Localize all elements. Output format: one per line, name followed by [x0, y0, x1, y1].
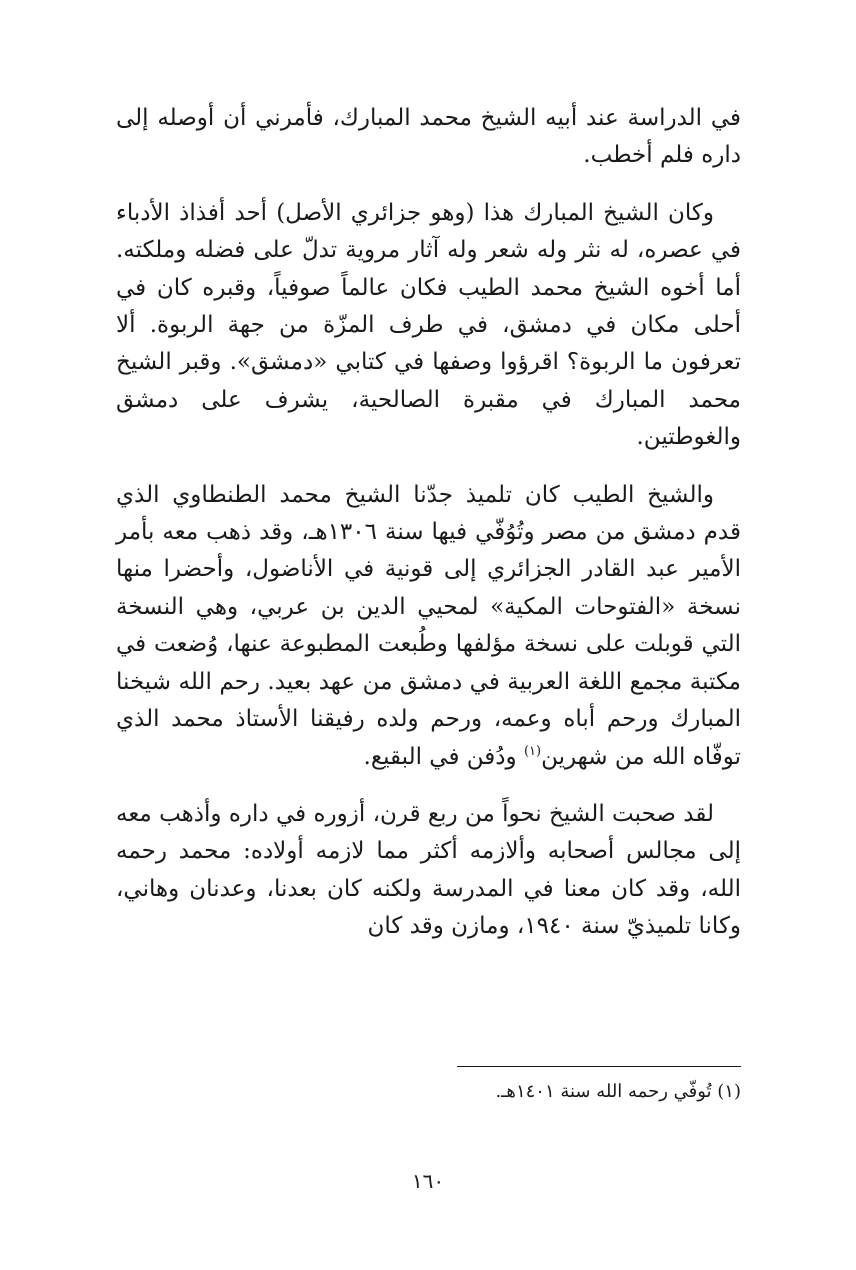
footnote — [116, 1078, 741, 1106]
page-body — [116, 100, 741, 966]
paragraph-4 — [116, 796, 741, 946]
paragraph-1 — [116, 100, 741, 175]
page-number: ١٦٠ — [411, 1169, 445, 1193]
footnote-divider — [457, 1066, 741, 1067]
footnote-reference[interactable]: (١) — [523, 743, 542, 759]
paragraph-3-text: والشيخ الطيب كان تلميذ جدّنا الشيخ محمد الطنطاوي الذي قدم دمشق من مصر وتُوُفّي فيها سنة ١٣٠٦هـ، وقد ذهب معه بأمر الأمير عبد القادر الجزائري إلى قونية في الأناضول، وأحضرا منها نسخة «الفتوحات المكية» لمحيي الدين بن عربي، وهي النسخة التي قوبلت على نسخة مؤلفها وطُبعت المطبوعة عنها، وُضعت في مكتبة مجمع اللغة العربية في دمشق من عهد بعيد. رحم الله شيخنا المبارك ورحم أباه وعمه، ورحم ولده رفيقنا الأستاذ محمد الذي توفّاه الله من شهرين — [116, 481, 741, 770]
paragraph-2 — [116, 195, 741, 457]
footnote-text: (١) تُوفّي رحمه الله سنة ١٤٠١هـ. — [495, 1081, 741, 1102]
paragraph-1-text: في الدراسة عند أبيه الشيخ محمد المبارك، فأمرني أن أوصله إلى داره فلم أخطب. — [116, 105, 741, 169]
paragraph-2-text: وكان الشيخ المبارك هذا (وهو جزائري الأصل) أحد أفذاذ الأدباء في عصره، له نثر وله شعر وله آثار مروية تدلّ على فضله وملكته. أما أخوه الشيخ محمد الطيب فكان عالماً صوفياً، وقبره كان في أحلى مكان في دمشق، في طرف المزّة من جهة الربوة. ألا تعرفون ما الربوة؟ اقرؤوا وصفها في كتابي «دمشق». وقبر الشيخ محمد المبارك في مقبرة الصالحية، يشرف على دمشق والغوطتين. — [116, 199, 741, 451]
paragraph-3-text-after: ودُفن في البقيع. — [363, 743, 524, 770]
paragraph-4-text: لقد صحبت الشيخ نحواً من ربع قرن، أزوره في داره وأذهب معه إلى مجالس أصحابه وألازمه أكثر مما لازمه أولاده: محمد رحمه الله، وقد كان معنا في المدرسة ولكنه كان بعدنا، وعدنان وهاني، وكانا تلميذيّ سنة ١٩٤٠، ومازن وقد كان — [116, 800, 741, 940]
paragraph-3 — [116, 477, 741, 776]
